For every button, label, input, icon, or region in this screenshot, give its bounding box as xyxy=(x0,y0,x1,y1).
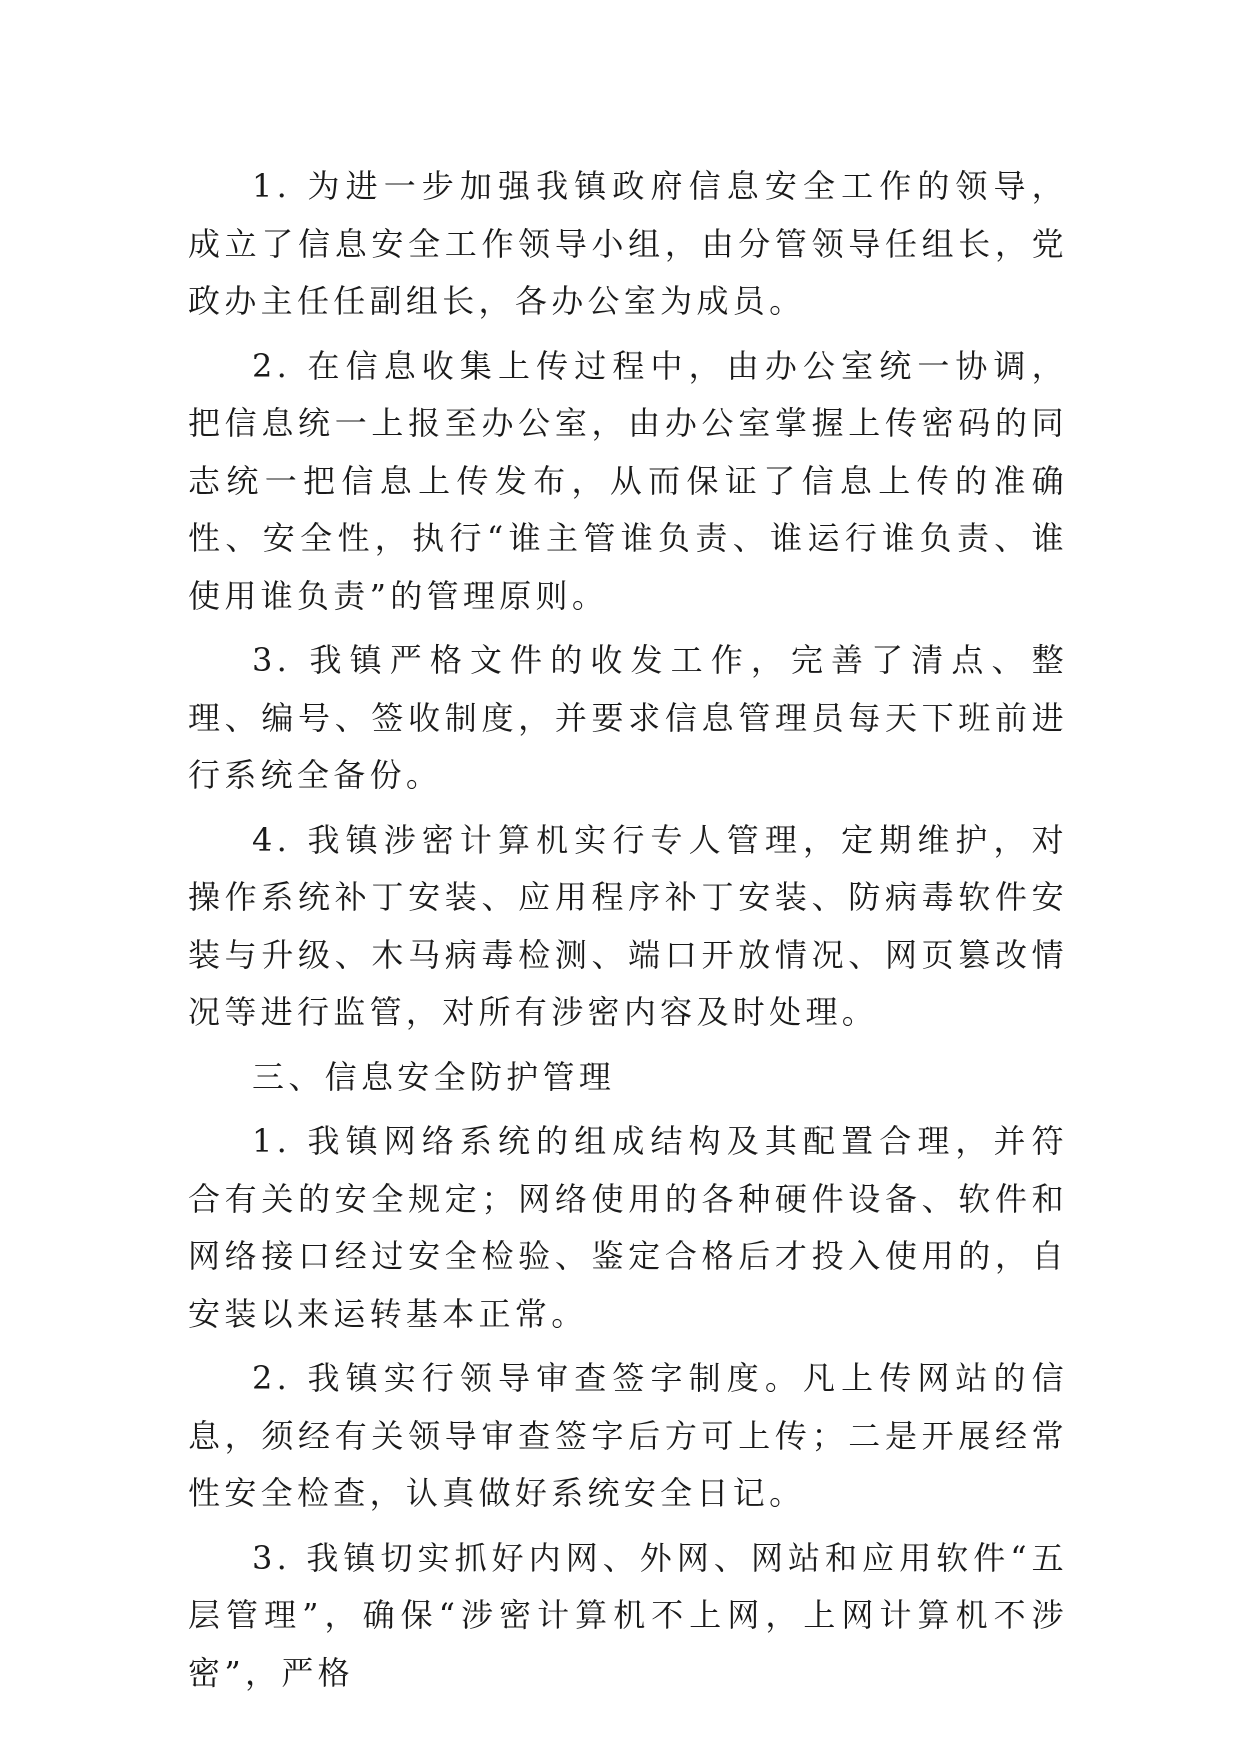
paragraph-1: 1. 为进一步加强我镇政府信息安全工作的领导，成立了信息安全工作领导小组，由分管领导任组长，党政办主任任副组长，各办公室为成员。 xyxy=(188,167,1068,320)
paragraph-3: 3. 我镇严格文件的收发工作，完善了清点、整理、编号、签收制度，并要求信息管理员每天下班前进行系统全备份。 xyxy=(188,641,1068,794)
paragraph-6: 2. 我镇实行领导审查签字制度。凡上传网站的信息，须经有关领导审查签字后方可上传；二是开展经常性安全检查，认真做好系统安全日记。 xyxy=(188,1359,1068,1512)
paragraph-2: 2. 在信息收集上传过程中，由办公室统一协调，把信息统一上报至办公室，由办公室掌握上传密码的同志统一把信息上传发布，从而保证了信息上传的准确性、安全性，执行“谁主管谁负责、谁运行谁负责、谁使用谁负责”的管理原则。 xyxy=(188,346,1068,615)
section-heading: 三、信息安全防护管理 xyxy=(252,1057,616,1096)
paragraph-7: 3. 我镇切实抓好内网、外网、网站和应用软件“五层管理”，确保“涉密计算机不上网，上网计算机不涉密”，严格 xyxy=(188,1538,1068,1692)
paragraph-4: 4. 我镇涉密计算机实行专人管理，定期维护，对操作系统补丁安装、应用程序补丁安装、防病毒软件安装与升级、木马病毒检测、端口开放情况、网页篡改情况等进行监管，对所有涉密内容及时处理。 xyxy=(188,820,1068,1031)
paragraph-5: 1. 我镇网络系统的组成结构及其配置合理，并符合有关的安全规定；网络使用的各种硬件设备、软件和网络接口经过安全检验、鉴定合格后才投入使用的，自安装以来运转基本正常。 xyxy=(188,1122,1068,1333)
document-body xyxy=(188,158,1068,1709)
